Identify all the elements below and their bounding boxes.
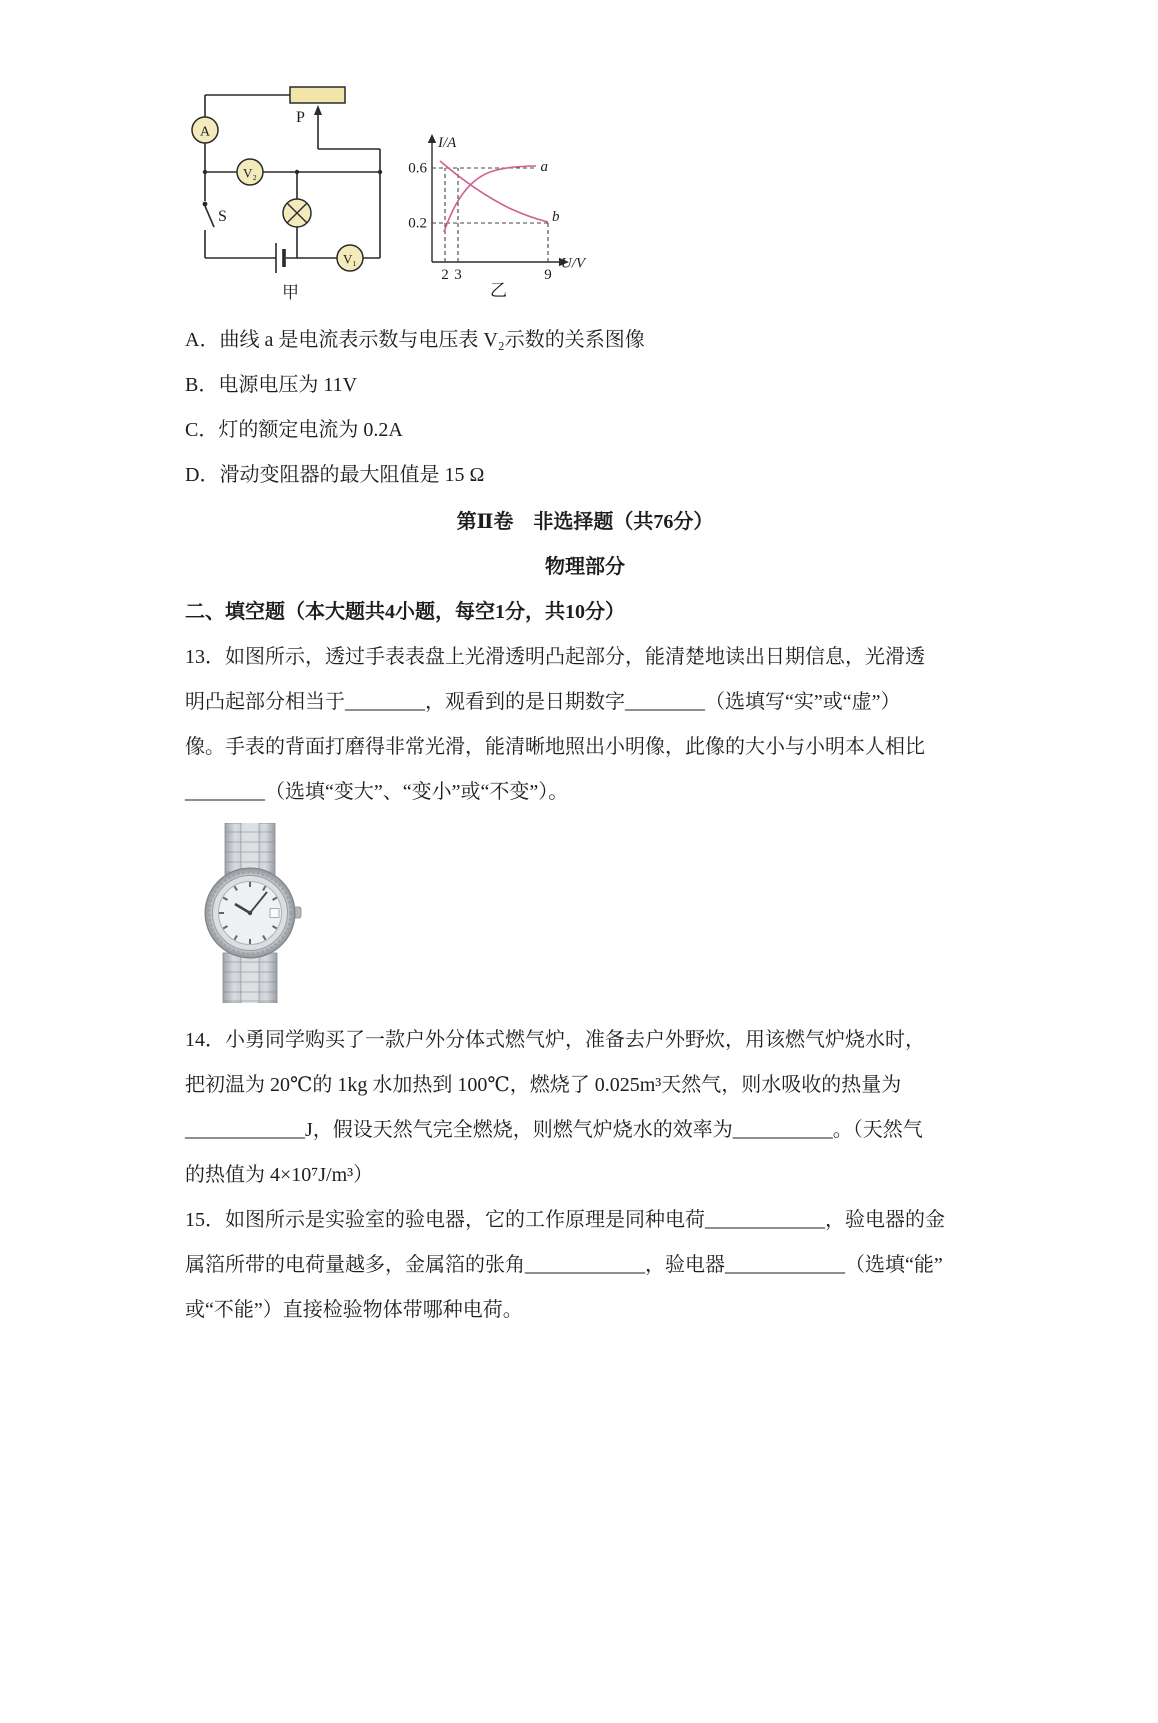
option-b: B．电源电压为 11V <box>185 374 358 396</box>
question-13 <box>185 635 985 815</box>
battery-icon <box>276 243 284 273</box>
voltmeter1-label: V₁ <box>343 251 357 267</box>
switch-label: S <box>218 208 227 225</box>
watch-dial <box>219 882 282 945</box>
curve-b-label: b <box>552 209 560 225</box>
question-14-line-3: ____________J，假设天然气完全燃烧，则燃气炉烧水的效率为__________。（天然气 <box>185 1119 923 1141</box>
question-13-line-3: 像。手表的背面打磨得非常光滑，能清晰地照出小明像，此像的大小与小明本人相比 <box>185 736 925 758</box>
voltmeter2-icon <box>237 159 263 185</box>
y-tick-02: 0.2 <box>408 215 427 232</box>
question-15-line-2: 属箔所带的电荷量越多，金属箔的张角____________，验电器____________（选填“能” <box>185 1254 943 1276</box>
question-13-line-2: 明凸起部分相当于________，观看到的是日期数字________（选填写“实”或“虚”） <box>185 691 901 713</box>
voltmeter1-icon <box>337 245 363 271</box>
graph-gridlines <box>432 168 548 262</box>
y-axis-label: I/A <box>438 135 457 151</box>
voltmeter2-label: V₂ <box>243 165 257 181</box>
question-13-line-1: 13．如图所示，透过手表表盘上光滑透明凸起部分，能清楚地读出日期信息，光滑透 <box>185 646 925 668</box>
question-figure <box>185 85 985 307</box>
question-15 <box>185 1198 985 1333</box>
circuit-diagram <box>190 85 420 307</box>
question-14-line-2: 把初温为 20℃的 1kg 水加热到 100℃，燃烧了 0.025m³天然气，则水吸收的热量为 <box>185 1074 902 1096</box>
fill-blank-section-heading: 二、填空题（本大题共4小题，每空1分，共10分） <box>185 601 625 623</box>
y-axis-arrow <box>428 134 436 143</box>
question-14 <box>185 1018 985 1198</box>
subject-heading: 物理部分 <box>545 556 625 578</box>
x-tick-3: 3 <box>454 267 462 283</box>
curve-a-label: a <box>540 159 548 175</box>
question-13-line-4: ________（选填“变大”、“变小”或“不变”）。 <box>185 781 569 803</box>
choice-options <box>185 318 985 498</box>
x-tick-9: 9 <box>544 267 552 283</box>
figure-jia-caption: 甲 <box>282 283 299 302</box>
part2-heading: 第Ⅱ卷 非选择题（共76分） <box>456 511 714 533</box>
option-c: C．灯的额定电流为 0.2A <box>185 419 403 441</box>
iv-graph <box>397 130 597 305</box>
option-a: A．曲线 a 是电流表示数与电压表 V₂示数的关系图像 <box>185 329 645 351</box>
ammeter-icon <box>192 117 218 143</box>
question-14-line-1: 14．小勇同学购买了一款户外分体式燃气炉，准备去户外野炊，用该燃气炉烧水时， <box>185 1029 925 1051</box>
y-tick-06: 0.6 <box>408 160 427 177</box>
question-14-line-4: 的热值为 4×10⁷J/m³） <box>185 1164 374 1186</box>
watch-date-window <box>270 909 279 918</box>
rheostat-slider-arrow <box>314 105 322 115</box>
ammeter-label: A <box>199 124 211 140</box>
x-axis-label: U/V <box>560 255 586 272</box>
circuit-wires <box>205 95 380 258</box>
watch-center-pin <box>248 911 252 915</box>
x-tick-2: 2 <box>441 267 449 283</box>
watch-photo <box>195 823 305 1003</box>
figure-yi-caption: 乙 <box>490 281 507 300</box>
exam-page <box>185 85 985 1333</box>
lamp-icon <box>283 199 311 227</box>
question-15-line-3: 或“不能”）直接检验物体带哪种电荷。 <box>185 1299 523 1321</box>
question-15-line-1: 15．如图所示是实验室的验电器，它的工作原理是同种电荷____________，验电器的金 <box>185 1209 945 1231</box>
option-d: D．滑动变阻器的最大阻值是 15 Ω <box>185 464 485 486</box>
slider-label: P <box>296 109 305 126</box>
switch-icon <box>203 202 227 227</box>
